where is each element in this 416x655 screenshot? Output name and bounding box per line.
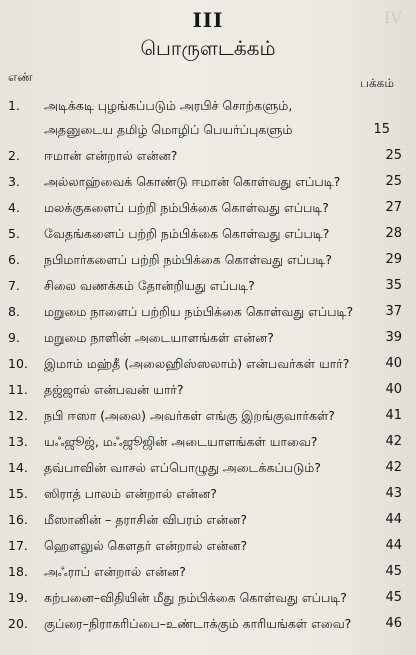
entry-page: 40 (385, 382, 402, 397)
entry-number: 2. (8, 148, 20, 163)
toc-entry-15 (0, 482, 416, 508)
entry-title: மறுமை நாளைப் பற்றிய நம்பிக்கை கொள்வது எப்படி? (44, 304, 354, 319)
entry-page: 39 (385, 330, 402, 345)
toc-entry-16 (0, 508, 416, 534)
entry-title: ஹௌலுல் கௌதர் என்றால் என்ன? (44, 538, 248, 553)
toc-entry-12 (0, 404, 416, 430)
toc-entry-19 (0, 586, 416, 612)
toc-entry-10 (0, 352, 416, 378)
table-of-contents (0, 94, 416, 638)
entry-number: 13. (8, 434, 28, 449)
entry-page: 37 (385, 304, 402, 319)
entry-number: 1. (8, 98, 20, 113)
entry-page: 44 (385, 512, 402, 527)
toc-entry-14 (0, 456, 416, 482)
entry-title: அஃராப் என்றால் என்ன? (44, 564, 186, 579)
entry-title: தஜ்ஜால் என்பவன் யார்? (44, 382, 184, 397)
entry-title: கற்பனை–விதியின் மீது நம்பிக்கை கொள்வது எப்படி? (44, 590, 347, 605)
entry-page: 15 (373, 122, 390, 137)
entry-title-line1: அடிக்கடி புழங்கப்படும் அரபிச் சொற்களும், (44, 98, 293, 113)
entry-number: 9. (8, 330, 20, 345)
entry-page: 45 (385, 564, 402, 579)
entry-page: 25 (385, 174, 402, 189)
entry-title: நபி ஈஸா (அலை) அவர்கள் எங்கு இறங்குவார்கள்? (44, 408, 335, 423)
entry-title: யஃஜூஜ், மஃஜூஜின் அடையாளங்கள் யாவை? (44, 434, 318, 449)
entry-title: ஈமான் என்றால் என்ன? (44, 148, 178, 163)
entry-number: 18. (8, 564, 28, 579)
entry-title: மலக்குகளைப் பற்றி நம்பிக்கை கொள்வது எப்படி? (44, 200, 329, 215)
toc-entry-13 (0, 430, 416, 456)
entry-page: 27 (385, 200, 402, 215)
entry-page: 28 (385, 226, 402, 241)
toc-entry-6 (0, 248, 416, 274)
entry-title: மீஸானின் – தராசின் விபரம் என்ன? (44, 512, 247, 527)
bleed-through-page-mark: IV (384, 8, 402, 27)
entry-page: 41 (385, 408, 402, 423)
entry-title: வேதங்களைப் பற்றி நம்பிக்கை கொள்வது எப்படி? (44, 226, 330, 241)
toc-entry-2 (0, 144, 416, 170)
entry-number: 5. (8, 226, 20, 241)
entry-page: 42 (385, 460, 402, 475)
toc-entry-18 (0, 560, 416, 586)
entry-number: 11. (8, 382, 28, 397)
section-number: III (192, 8, 224, 32)
toc-entry-7 (0, 274, 416, 300)
toc-entry-5 (0, 222, 416, 248)
entry-number: 4. (8, 200, 20, 215)
entry-number: 17. (8, 538, 28, 553)
entry-page: 45 (385, 590, 402, 605)
entry-title: மறுமை நாளின் அடையாளங்கள் என்ன? (44, 330, 274, 345)
entry-number: 15. (8, 486, 28, 501)
entry-title: சிலை வணக்கம் தோன்றியது எப்படி? (44, 278, 255, 293)
entry-number: 8. (8, 304, 20, 319)
toc-entry-11 (0, 378, 416, 404)
entry-title: தவ்பாவின் வாசல் எப்பொழுது அடைக்கப்படும்? (44, 460, 321, 475)
entry-number: 3. (8, 174, 20, 189)
entry-number: 7. (8, 278, 20, 293)
entry-title: ஸிராத் பாலம் என்றால் என்ன? (44, 486, 217, 501)
entry-page: 25 (385, 148, 402, 163)
column-header-number: எண் (8, 70, 33, 84)
entry-page: 42 (385, 434, 402, 449)
entry-page: 40 (385, 356, 402, 371)
entry-page: 29 (385, 252, 402, 267)
entry-title: அல்லாஹ்வைக் கொண்டு ஈமான் கொள்வது எப்படி? (44, 174, 341, 189)
entry-page: 44 (385, 538, 402, 553)
entry-page: 35 (385, 278, 402, 293)
column-header-page: பக்கம் (360, 76, 394, 90)
entry-number: 16. (8, 512, 28, 527)
page-title: பொருளடக்கம் (140, 36, 276, 60)
entry-title: நபிமார்களைப் பற்றி நம்பிக்கை கொள்வது எப்படி? (44, 252, 332, 267)
entry-page: 46 (385, 616, 402, 631)
entry-number: 14. (8, 460, 28, 475)
toc-entry-20 (0, 612, 416, 638)
toc-entry-8 (0, 300, 416, 326)
entry-title: குப்ரை–நிராகரிப்பை–உண்டாக்கும் காரியங்கள் எவை? (44, 616, 352, 631)
toc-entry-3 (0, 170, 416, 196)
toc-entry-4 (0, 196, 416, 222)
toc-entry-1 (0, 94, 416, 144)
entry-number: 6. (8, 252, 20, 267)
toc-entry-9 (0, 326, 416, 352)
entry-number: 19. (8, 590, 28, 605)
entry-page: 43 (385, 486, 402, 501)
entry-number: 12. (8, 408, 28, 423)
entry-title-line2: அதனுடைய தமிழ் மொழிப் பெயர்ப்புகளும் (44, 122, 293, 137)
entry-number: 10. (8, 356, 28, 371)
toc-entry-17 (0, 534, 416, 560)
entry-title: இமாம் மஹ்தீ (அலைஹிஸ்ஸலாம்) என்பவர்கள் யார்? (44, 356, 350, 371)
entry-number: 20. (8, 616, 28, 631)
